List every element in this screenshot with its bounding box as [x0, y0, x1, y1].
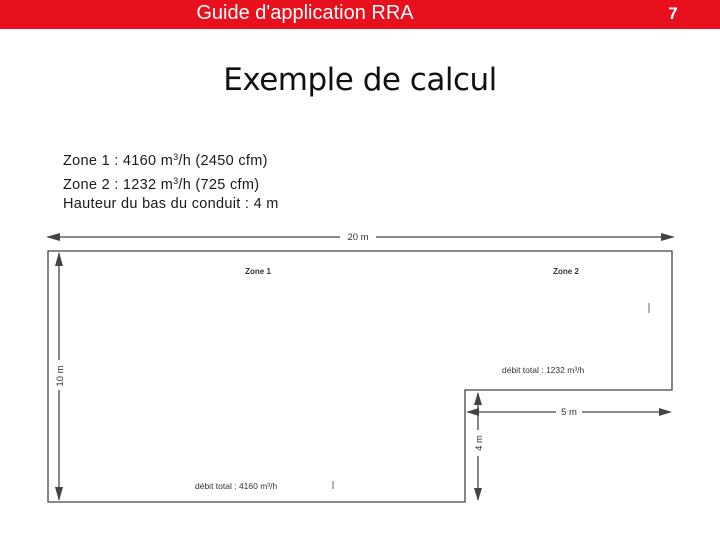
notch-width-label: 5 m: [561, 407, 577, 418]
page-number: 7: [668, 4, 678, 23]
spec-duct-height: Hauteur du bas du conduit : 4 m: [63, 196, 279, 212]
height-label: 10 m: [55, 365, 66, 387]
spec-zone-2: Zone 2 : 1232 $m^3/h$ (725 cfm): [63, 175, 260, 193]
width-label: 20 m: [347, 232, 369, 243]
zone-1-label: Zone 1: [245, 267, 271, 276]
zone-1-flow: débit total : 4160 m³/h: [195, 481, 278, 491]
zone-2-label: Zone 2: [553, 267, 579, 276]
page-title: Exemple de calcul: [223, 62, 497, 98]
notch-height-label: 4 m: [474, 435, 485, 451]
room-outline: [48, 251, 672, 502]
spec-zone-1: Zone 1 : 4160 $m^3/h$ (2450 cfm): [63, 152, 268, 169]
zone-2-flow: débit total : 1232 m³/h: [502, 365, 585, 375]
header-title: Guide d'application RRA: [196, 2, 414, 24]
